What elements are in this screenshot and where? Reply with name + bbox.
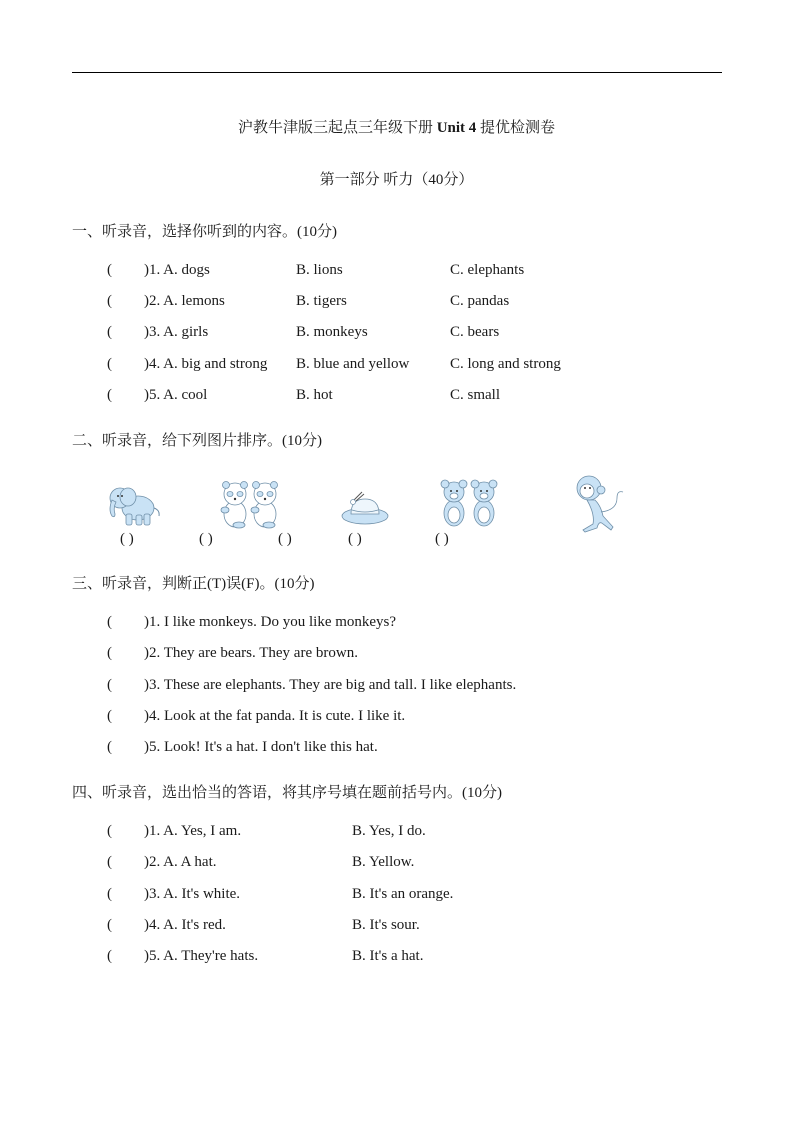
header-rule [72, 72, 722, 73]
option-a: )5. A. cool [144, 387, 208, 403]
option-c: C. pandas [450, 293, 510, 309]
statement: )5. Look! It's a hat. I don't like this hat. [144, 739, 378, 755]
answer-blank[interactable]: ( [107, 645, 112, 661]
option-b: B. It's an orange. [352, 886, 454, 902]
picture-order-blank-3[interactable]: ( ) [278, 531, 292, 547]
picture-order-blank-2[interactable]: ( ) [199, 531, 213, 547]
option-b: B. Yes, I do. [352, 823, 426, 839]
picture-order-blank-5[interactable]: ( ) [435, 531, 449, 547]
section3-heading: 三、听录音，判断正(T)误(F)。(10分) [72, 576, 315, 592]
option-c: C. elephants [450, 262, 525, 278]
part-title: 第一部分 听力（40分） [319, 172, 474, 188]
section4-heading: 四、听录音，选出恰当的答语，将其序号填在题前括号内。(10分) [72, 785, 502, 801]
bears-icon [439, 479, 501, 531]
picture-order-blank-1[interactable]: ( ) [120, 531, 134, 547]
option-b: B. monkeys [296, 324, 368, 340]
option-a: )2. A. A hat. [144, 854, 217, 870]
option-b: B. Yellow. [352, 854, 415, 870]
option-b: B. tigers [296, 293, 347, 309]
statement: )3. These are elephants. They are big and tall. I like elephants. [144, 677, 517, 693]
section2-heading: 二、听录音，给下列图片排序。(10分) [72, 433, 322, 449]
answer-blank[interactable]: ( [107, 293, 112, 309]
option-a: )5. A. They're hats. [144, 948, 259, 964]
answer-blank[interactable]: ( [107, 948, 112, 964]
answer-blank[interactable]: ( [107, 324, 112, 340]
title-prefix: 沪教牛津版三起点三年级下册 [237, 120, 433, 136]
option-b: B. It's a hat. [352, 948, 424, 964]
title-unit: Unit 4 [436, 120, 477, 136]
option-c: C. bears [450, 324, 500, 340]
answer-blank[interactable]: ( [107, 677, 112, 693]
statement: )4. Look at the fat panda. It is cute. I like it. [144, 708, 406, 724]
elephant-icon [106, 484, 164, 528]
answer-blank[interactable]: ( [107, 356, 112, 372]
title-suffix: 提优检测卷 [480, 120, 556, 136]
option-b: B. lions [296, 262, 343, 278]
answer-blank[interactable]: ( [107, 886, 112, 902]
answer-blank[interactable]: ( [107, 823, 112, 839]
option-b: B. hot [296, 387, 333, 403]
option-b: B. blue and yellow [296, 356, 410, 372]
monkey-icon [573, 472, 629, 534]
page-title [0, 116, 793, 137]
section1-heading: 一、听录音，选择你听到的内容。(10分) [72, 224, 337, 240]
option-a: )3. A. It's white. [144, 886, 241, 902]
option-a: )4. A. big and strong [144, 356, 268, 372]
option-a: )1. A. Yes, I am. [144, 823, 242, 839]
pandas-icon [219, 480, 283, 530]
answer-blank[interactable]: ( [107, 708, 112, 724]
statement: )1. I like monkeys. Do you like monkeys? [144, 614, 397, 630]
answer-blank[interactable]: ( [107, 854, 112, 870]
option-a: )3. A. girls [144, 324, 209, 340]
picture-order-blank-4[interactable]: ( ) [348, 531, 362, 547]
answer-blank[interactable]: ( [107, 614, 112, 630]
option-c: C. small [450, 387, 501, 403]
answer-blank[interactable]: ( [107, 262, 112, 278]
answer-blank[interactable]: ( [107, 387, 112, 403]
option-c: C. long and strong [450, 356, 561, 372]
option-b: B. It's sour. [352, 917, 420, 933]
hat-icon [340, 488, 390, 526]
option-a: )1. A. dogs [144, 262, 210, 278]
option-a: )4. A. It's red. [144, 917, 226, 933]
answer-blank[interactable]: ( [107, 739, 112, 755]
statement: )2. They are bears. They are brown. [144, 645, 358, 661]
answer-blank[interactable]: ( [107, 917, 112, 933]
option-a: )2. A. lemons [144, 293, 225, 309]
